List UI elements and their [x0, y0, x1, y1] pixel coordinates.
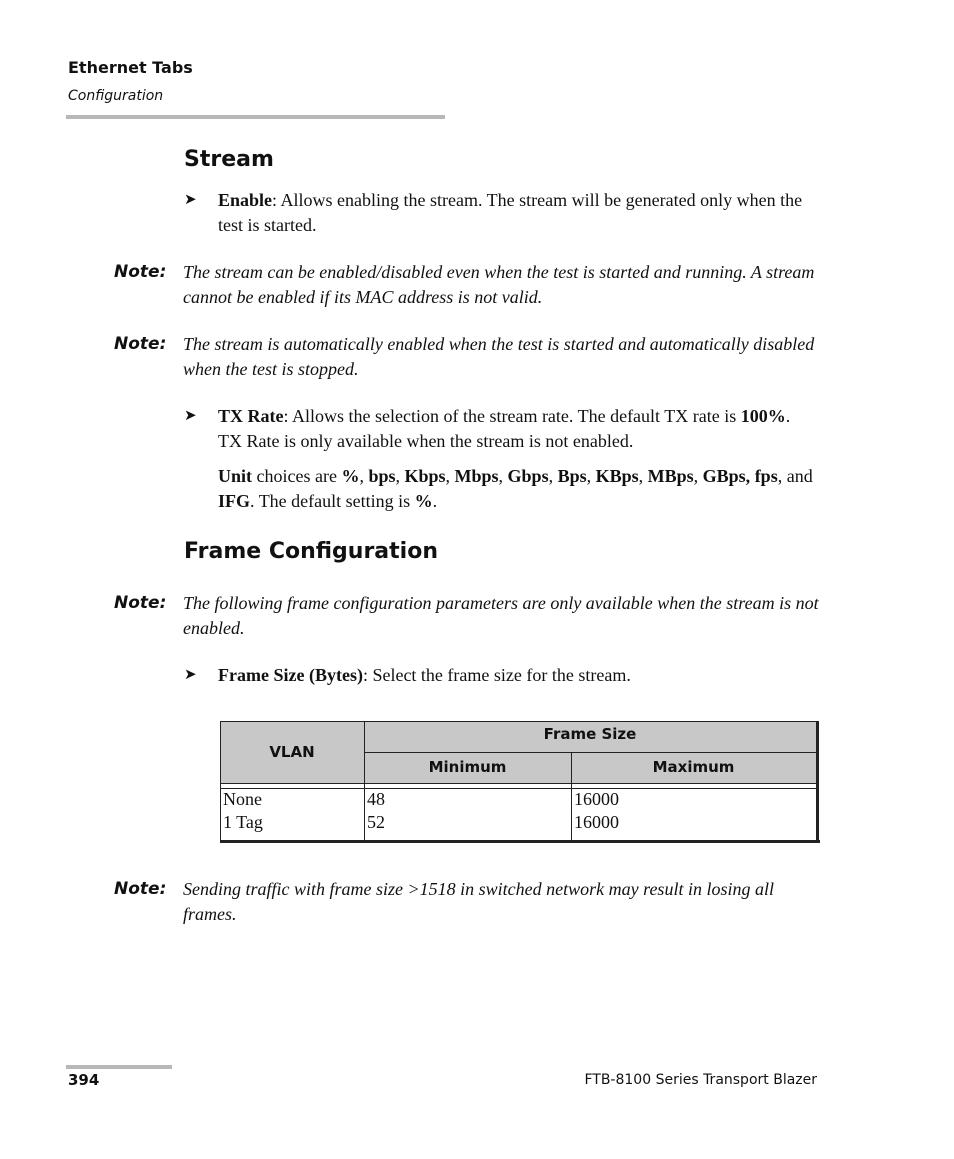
table-rule: [364, 752, 818, 753]
note-label: Note:: [114, 262, 167, 282]
frame-size-table: [220, 721, 818, 843]
page-number: 394: [68, 1071, 100, 1089]
term-enable: Enable: [218, 190, 273, 210]
table-rule: [220, 783, 818, 784]
note-label: Note:: [114, 879, 167, 899]
table-row-2-max: 16000: [574, 812, 619, 832]
unit-choices-paragraph: Unit choices are %, bps, Kbps, Mbps, Gbps, Bps, KBps, MBps, GBps, fps, and IFG. The default setting is %.: [218, 466, 813, 511]
table-rule: [364, 721, 365, 841]
note-text: The stream can be enabled/disabled even when the test is started and running. A stream cannot be enabled if its MAC address is not valid.: [183, 262, 815, 307]
footer-rule: [66, 1065, 172, 1069]
term-frame-size: Frame Size (Bytes): [218, 665, 363, 685]
arrowhead-bullet-icon: ➤: [184, 667, 197, 683]
note-label: Note:: [114, 593, 167, 613]
enable-description: : Allows enabling the stream. The stream will be generated only when the test is started.: [218, 190, 803, 235]
table-header-vlan: VLAN: [220, 721, 364, 783]
document-title: FTB-8100 Series Transport Blazer: [584, 1072, 817, 1088]
table-header-frame-size: Frame Size: [364, 721, 816, 752]
header-rule: [66, 115, 445, 119]
term-unit: Unit: [218, 466, 253, 486]
table-header-minimum: Minimum: [364, 752, 571, 783]
tx-rate-default: 100%: [740, 406, 786, 426]
table-rule: [816, 721, 819, 842]
table-row-1-vlan: None: [223, 789, 262, 809]
table-row-2-min: 52: [367, 812, 385, 832]
table-cell-vlan: [220, 788, 364, 834]
term-tx-rate: TX Rate: [218, 406, 284, 426]
section-heading-stream: Stream: [184, 147, 274, 172]
running-header-title: Ethernet Tabs: [68, 58, 193, 77]
table-row-2-vlan: 1 Tag: [223, 812, 263, 832]
running-header-subtitle: Configuration: [68, 88, 164, 104]
table-rule: [571, 752, 572, 841]
arrowhead-bullet-icon: ➤: [184, 192, 197, 208]
table-rule: [220, 840, 820, 843]
table-cell-maximum: [571, 788, 816, 834]
table-cell-minimum: [364, 788, 571, 834]
table-rule: [220, 788, 818, 789]
note-label: Note:: [114, 334, 167, 354]
frame-size-description: : Select the frame size for the stream.: [362, 665, 631, 685]
table-rule: [220, 721, 818, 722]
note-text: The stream is automatically enabled when the test is started and automatically disabled when the test is stopped.: [183, 334, 815, 379]
table-header-maximum: Maximum: [571, 752, 816, 783]
table-row-1-min: 48: [367, 789, 385, 809]
section-heading-frame-configuration: Frame Configuration: [184, 539, 438, 564]
note-text: The following frame configuration parameters are only available when the stream is not enabled.: [183, 593, 819, 638]
table-row-1-max: 16000: [574, 789, 619, 809]
arrowhead-bullet-icon: ➤: [184, 408, 197, 424]
note-text: Sending traffic with frame size >1518 in switched network may result in losing all frames.: [183, 879, 774, 924]
table-rule: [220, 721, 221, 841]
